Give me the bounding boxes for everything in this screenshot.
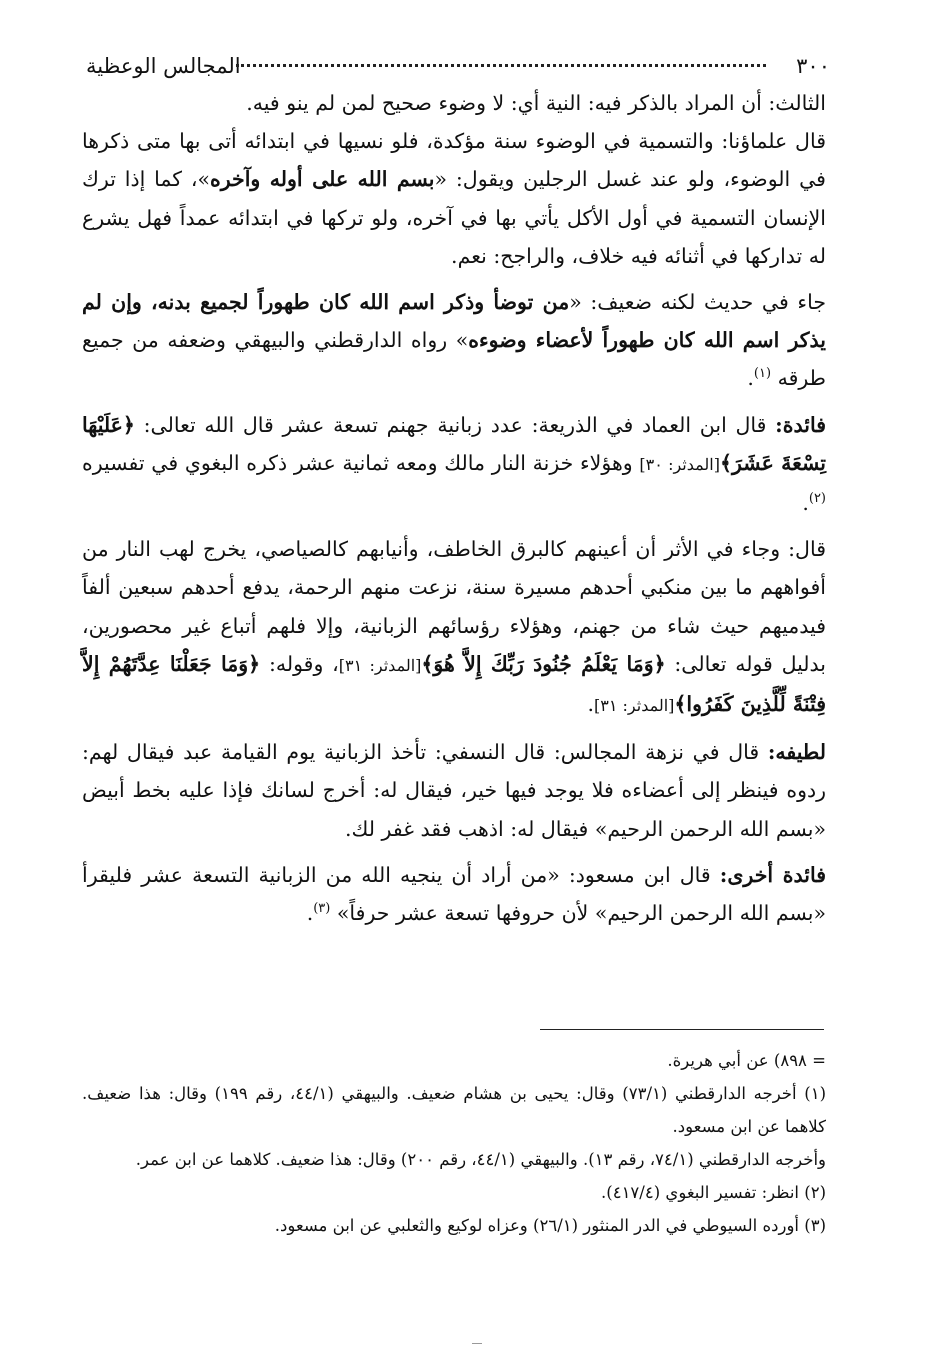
footnote-1-continued: وأخرجه الدارقطني (٧٤/١، رقم ١٣). والبيهقي (٤٤/١، رقم ٢٠٠) وقال: هذا ضعيف. كلاهما عن ابن عمر. — [135, 1150, 826, 1169]
paragraph-faida-ukhra: فائدة أخرى: قال ابن مسعود: «من أراد أن ينجيه الله من الزبانية التسعة عشر فليقرأ «بسم الله الرحمن الرحيم» لأن حروفها تسعة عشر حرفاً» $^{(٣)}$. — [82, 862, 826, 926]
footnote-separator — [540, 1029, 824, 1030]
paragraph-latifa: لطيفه: قال في نزهة المجالس: قال النسفي: تأخذ الزبانية يوم القيامة عبد فيقال لهم: ردوه فينظر إلى أعضاءه فلا يوجد فيها خير، فيقال له: أخرج لسانك فإذا عليه بخط أبيض «بسم الله الرحمن الرحيم» فيقال له: اذهب فقد غفر لك. — [82, 740, 826, 841]
footnote-ref-2: (٢) — [808, 491, 826, 507]
paragraph-third-point: الثالث: أن المراد بالذكر فيه: النية أي: لا وضوء صحيح لمن لم ينو فيه. — [246, 91, 826, 115]
faida-label: فائدة: — [775, 412, 826, 437]
verse-citation: [المدثر: ٣٠] — [639, 454, 720, 474]
paragraph-tasmiya: قال علماؤنا: والتسمية في الوضوء سنة مؤكدة، فلو نسيها في ابتدائه أتى بها متى ذكرها في الوضوء، ولو عند غسل الرجلين ويقول: «بسم الله على أوله وآخره»، كما إذا ترك الإنسان التسمية في أول الأكل يأتي بها في آخره، ولو تركها في ابتدائه عمداً فهل يشرع له تداركها في أثنائه فيه خلاف، والراجح: نعم. — [82, 129, 826, 268]
page-number: ٣٠٠ — [796, 54, 830, 78]
footnotes — [82, 1044, 826, 1242]
footnote-3: (٣) أورده السيوطي في الدر المنثور (٢٦/١) وعزاه لوكيع والثعلبي عن ابن مسعود. — [274, 1216, 826, 1235]
header-dotted-rule — [236, 64, 766, 67]
quran-verse: ﴿وَمَا يَعْلَمُ جُنُودَ رَبِّكَ إِلاَّ هُوَ﴾ — [421, 651, 666, 676]
quran-verse: ﴿عَلَيْهَا تِسْعَةَ عَشَرَ﴾ — [82, 412, 827, 475]
footnote-ref-3: (٣) — [313, 901, 331, 917]
latifa-label: لطيفه: — [767, 740, 826, 765]
running-header — [86, 42, 830, 78]
footnote-2: (٢) انظر: تفسير البغوي (٤١٧/٤). — [601, 1183, 826, 1202]
basmala-quote: بسم الله على أوله وآخره — [210, 167, 435, 192]
footnote-1: (١) أخرجه الدارقطني (٧٣/١) وقال: يحيى بن هشام ضعيف. والبيهقي (٤٤/١، رقم ١٩٩) وقال: هذا ضعيف. كلاهما عن ابن مسعود. — [82, 1084, 827, 1136]
footnote-continuation: = ٨٩٨) عن أبي هريرة. — [667, 1051, 826, 1070]
paragraph-hadith: جاء في حديث لكنه ضعيف: «من توضأ وذكر اسم الله كان طهوراً لجميع بدنه، وإن لم يذكر اسم الله كان طهوراً لأعضاء وضوءه» رواه الدارقطني والبيهقي وضعفه من جميع طرقه $^{(١)}$. — [82, 290, 826, 391]
verse-citation: [المدثر: ٣١] — [338, 655, 422, 675]
verse-citation: [المدثر: ٣١] — [594, 696, 675, 716]
paragraph-faida: فائدة: قال ابن العماد في الذريعة: عدد زبانية جهنم تسعة عشر قال الله تعالى: ﴿عَلَيْهَا تِسْعَةَ عَشَرَ﴾[المدثر: ٣٠] وهؤلاء خزنة النار مالك ومعه ثمانية عشر ذكره البغوي في تفسيره $^{(٢)}$. — [82, 412, 827, 516]
running-title: المجالس الوعظية — [86, 54, 241, 78]
main-text — [82, 84, 826, 932]
footnote-ref-1: (١) — [753, 366, 772, 382]
page-bottom-mark — [472, 1343, 482, 1344]
faida-ukhra-label: فائدة أخرى: — [719, 862, 826, 887]
hadith-text: من توضأ وذكر اسم الله كان طهوراً لجميع بدنه، وإن لم يذكر اسم الله كان طهوراً لأعضاء وضوءه — [82, 290, 826, 353]
paragraph-zabaniya: قال: وجاء في الأثر أن أعينهم كالبرق الخاطف، وأنيابهم كالصياصي، يخرج لهب النار من أفواههم ما بين منكبي أحدهم مسيرة سنة، نزعت منهم الرحمة، يدفع أحدهم سبعين ألفاً فيدميهم حيث شاء من جهنم، وهؤلاء رؤسائهم الزبانية، وإلا فلهم أتباع غير محصورين، بدليل قوله تعالى: ﴿وَمَا يَعْلَمُ جُنُودَ رَبِّكَ إِلاَّ هُوَ﴾[المدثر: ٣١]، وقوله: ﴿وَمَا جَعَلْنَا عِدَّتَهُمْ إِلاَّ فِتْنَةً لِّلَّذِينَ كَفَرُوا﴾[المدثر: ٣١]. — [82, 537, 827, 717]
quran-verse: ﴿وَمَا جَعَلْنَا عِدَّتَهُمْ إِلاَّ فِتْنَةً لِّلَّذِينَ كَفَرُوا﴾ — [82, 651, 826, 717]
